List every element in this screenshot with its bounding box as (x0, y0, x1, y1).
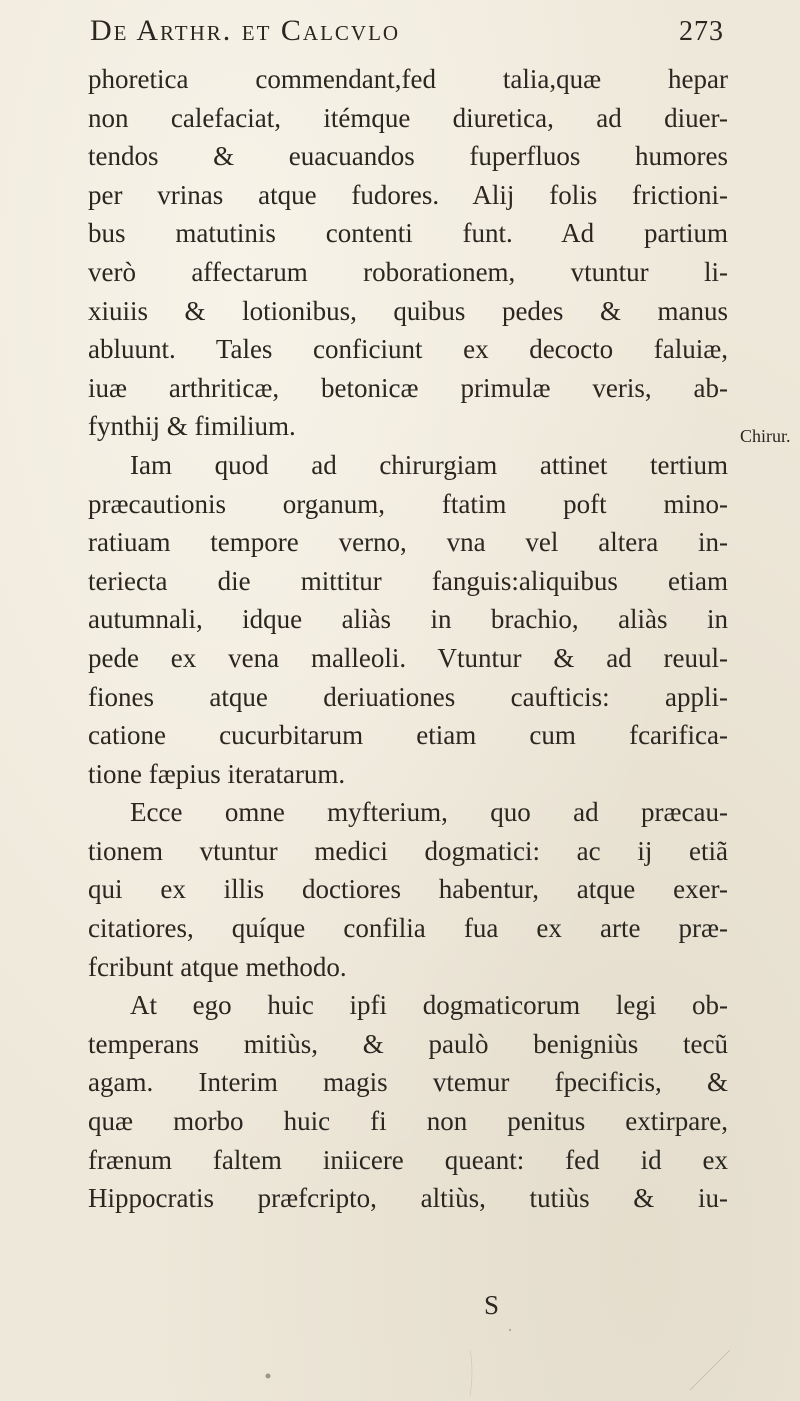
text-line: fynthij & fimilium. (88, 411, 296, 442)
text-line: tione fæpius iteratarum. (88, 758, 346, 789)
text-line: verò affectarum roborationem, vtuntur li- (88, 256, 728, 287)
text-line: fiones atque deriuationes caufticis: appli- (88, 681, 728, 712)
text-line: qui ex illis doctiores habentur, atque exer- (88, 874, 728, 905)
text-line: Iam quod ad chirurgiam attinet tertium (130, 449, 728, 480)
text-line: Ecce omne myfterium, quo ad præcau- (130, 797, 728, 828)
running-title: De Arthr. et Calcvlo (90, 14, 401, 47)
text-line: abluunt. Tales conficiunt ex decocto faluiæ, (88, 334, 728, 365)
text-line: præcautionis organum, ftatim poft mino- (88, 488, 728, 519)
text-line: citatiores, quíque confilia fua ex arte præ- (88, 913, 728, 944)
text-line: ratiuam tempore verno, vna vel altera in- (88, 527, 728, 558)
text-line: fcribunt atque methodo. (88, 951, 347, 982)
text-line: tionem vtuntur medici dogmatici: ac ij etiã (88, 835, 728, 866)
body-text (88, 60, 728, 1218)
text-line: At ego huic ipfi dogmaticorum legi ob- (130, 990, 728, 1021)
text-line: catione cucurbitarum etiam cum fcarifica- (88, 720, 728, 751)
margin-note: Chirur. (740, 426, 791, 446)
text-line: temperans mitiùs, & paulò benigniùs tecũ (88, 1028, 728, 1059)
signature-mark: S (484, 1290, 500, 1320)
text-line: phoretica commendant,fed talia,quæ hepar (88, 64, 728, 94)
text-line: iuæ arthriticæ, betonicæ primulæ veris, ab- (88, 372, 728, 403)
text-line: agam. Interim magis vtemur fpecificis, & (88, 1067, 728, 1098)
text-line: per vrinas atque fudores. Alij folis frictioni- (88, 179, 728, 210)
text-line: autumnali, idque aliàs in brachio, aliàs in (88, 604, 728, 635)
page-header (90, 14, 730, 58)
text-line: bus matutinis contenti funt. Ad partium (88, 218, 728, 249)
text-line: quæ morbo huic fi non penitus extirpare, (88, 1106, 728, 1137)
text-line: Hippocratis præfcripto, altiùs, tutiùs & iu- (88, 1183, 728, 1214)
text-line: pede ex vena malleoli. Vtuntur & ad reuul- (88, 642, 728, 673)
text-line: teriecta die mittitur fanguis:aliquibus etiam (88, 565, 728, 596)
text-line: non calefaciat, itémque diuretica, ad diuer- (88, 102, 728, 133)
page-number: 273 (679, 16, 724, 47)
text-line: tendos & euacuandos fuperfluos humores (88, 141, 728, 172)
text-line: xiuiis & lotionibus, quibus pedes & manus (88, 295, 728, 326)
text-line: frænum faltem iniicere queant: fed id ex (88, 1144, 728, 1175)
